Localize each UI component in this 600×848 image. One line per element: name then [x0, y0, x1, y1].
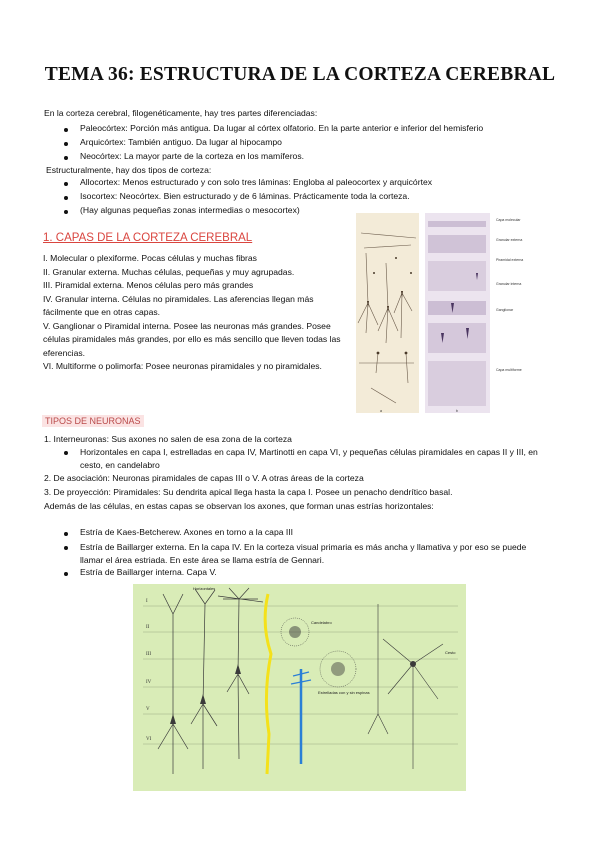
intro-bullet-3: Neocórtex: La mayor parte de la corteza en los mamíferos. [80, 151, 305, 161]
estructura-line: Estructuralmente, hay dos tipos de corteza: [46, 165, 212, 175]
layer-label: III [146, 652, 151, 657]
cortex-histology-figure [356, 213, 556, 415]
tipos-item-1: 1. Interneuronas: Sus axones no salen de esa zona de la corteza [44, 434, 292, 444]
estructura-bullet-3: (Hay algunas pequeñas zonas intermedias o mesocortex) [80, 205, 300, 215]
capa-5: V. Ganglionar o Piramidal interna. Posee las neuronas más grandes. Posee células piramidales más grandes, por ello es más sencillo que lleven todas las eferencias. [43, 320, 341, 358]
bullet-dot [64, 572, 68, 576]
layer-label: IV [146, 680, 152, 685]
intro-bullet-2: Arquicórtex: También antiguo. Da lugar al hipocampo [80, 137, 282, 147]
section-heading-capas: 1. CAPAS DE LA CORTEZA CEREBRAL [43, 232, 253, 244]
intro-line: En la corteza cerebral, filogenéticamente, hay tres partes diferenciadas: [44, 108, 318, 118]
capa-3: III. Piramidal externa. Menos células pero más grandes [43, 280, 254, 290]
tipos-item-3: 3. De proyección: Piramidales: Su dendrita apical llega hasta la capa I. Posee un penacho dendrítico basal. [44, 487, 453, 497]
label-cesto: Cesto [445, 650, 456, 655]
bullet-dot [64, 532, 68, 536]
fig-caption-a: a [380, 409, 382, 413]
label-horizontales: Horizontales [193, 586, 216, 591]
neuron-diagram [133, 584, 466, 791]
page-title: TEMA 36: ESTRUCTURA DE LA CORTEZA CEREBRAL [44, 64, 556, 85]
bullet-dot [64, 546, 68, 550]
estria-1: Estría de Kaes-Betcherew. Axones en torno a la capa III [80, 527, 294, 537]
label-estrelladas: Estrelladas con y sin espinas [318, 690, 370, 695]
layer-label: VI [146, 737, 152, 742]
bullet-dot [64, 156, 68, 160]
bullet-dot [64, 182, 68, 186]
svg-text:Ganglionar: Ganglionar [496, 308, 514, 312]
capa-6: VI. Multiforme o polimorfa: Posee neuronas piramidales y no piramidales. [43, 361, 322, 371]
layer-label: V [146, 707, 150, 712]
tipos-item-1-bullet: Horizontales en capa I, estrelladas en capa IV, Martinotti en capa VI, y pequeñas células piramidales en capas II y III, en cesto, en candelabro [80, 447, 538, 470]
fig-caption-b: b [456, 409, 458, 413]
bullet-dot [64, 196, 68, 200]
label-candelabro: Candelabro [311, 620, 332, 625]
layer-label: II [146, 625, 150, 630]
bullet-dot [64, 210, 68, 214]
estria-3: Estría de Baillarger interna. Capa V. [80, 567, 217, 577]
intro-bullet-1: Paleocórtex: Porción más antigua. Da lugar al córtex olfatorio. En la parte anterior e inferior del hemisferio [80, 123, 484, 133]
estrias-line: Además de las células, en estas capas se observan los axones, que forman unas estrías horizontales: [44, 501, 434, 511]
bullet-dot [64, 142, 68, 146]
capa-1: I. Molecular o plexiforme. Pocas células y muchas fibras [43, 253, 257, 263]
estructura-bullet-1: Allocortex: Menos estructurado y con solo tres láminas: Engloba al paleocortex y arquicórtex [80, 177, 433, 187]
svg-text:Piramidal externa: Piramidal externa [496, 258, 524, 262]
section-heading-tipos: TIPOS DE NEURONAS [42, 415, 144, 427]
estria-2: Estría de Baillarger externa. En la capa IV. En la corteza visual primaria es más ancha y llamativa y por eso se puede llamar el área estriada. En este área se llama estría de Gennari. [80, 542, 527, 565]
capas-list [43, 252, 345, 374]
svg-text:Capa multiforme: Capa multiforme [496, 368, 522, 372]
svg-text:Granular externa: Granular externa [496, 238, 523, 242]
histology-image [356, 213, 556, 415]
layer-label: I [146, 599, 148, 604]
svg-text:Capa molecular: Capa molecular [496, 218, 521, 222]
capa-2: II. Granular externa. Muchas células, pequeñas y muy agrupadas. [43, 266, 295, 277]
estructura-bullet-2: Isocortex: Neocórtex. Bien estructurado y de 6 láminas. Prácticamente toda la corteza. [80, 191, 410, 201]
neuron-types-figure [133, 584, 466, 791]
bullet-dot [64, 451, 68, 455]
bullet-dot [64, 128, 68, 132]
capa-4: IV. Granular interna. Células no piramidales. Las aferencias llegan más fácilmente que en otras capas. [43, 293, 314, 317]
tipos-item-2: 2. De asociación: Neuronas piramidales de capas III o V. A otras áreas de la corteza [44, 473, 364, 483]
svg-text:Granular interna: Granular interna [496, 282, 522, 286]
